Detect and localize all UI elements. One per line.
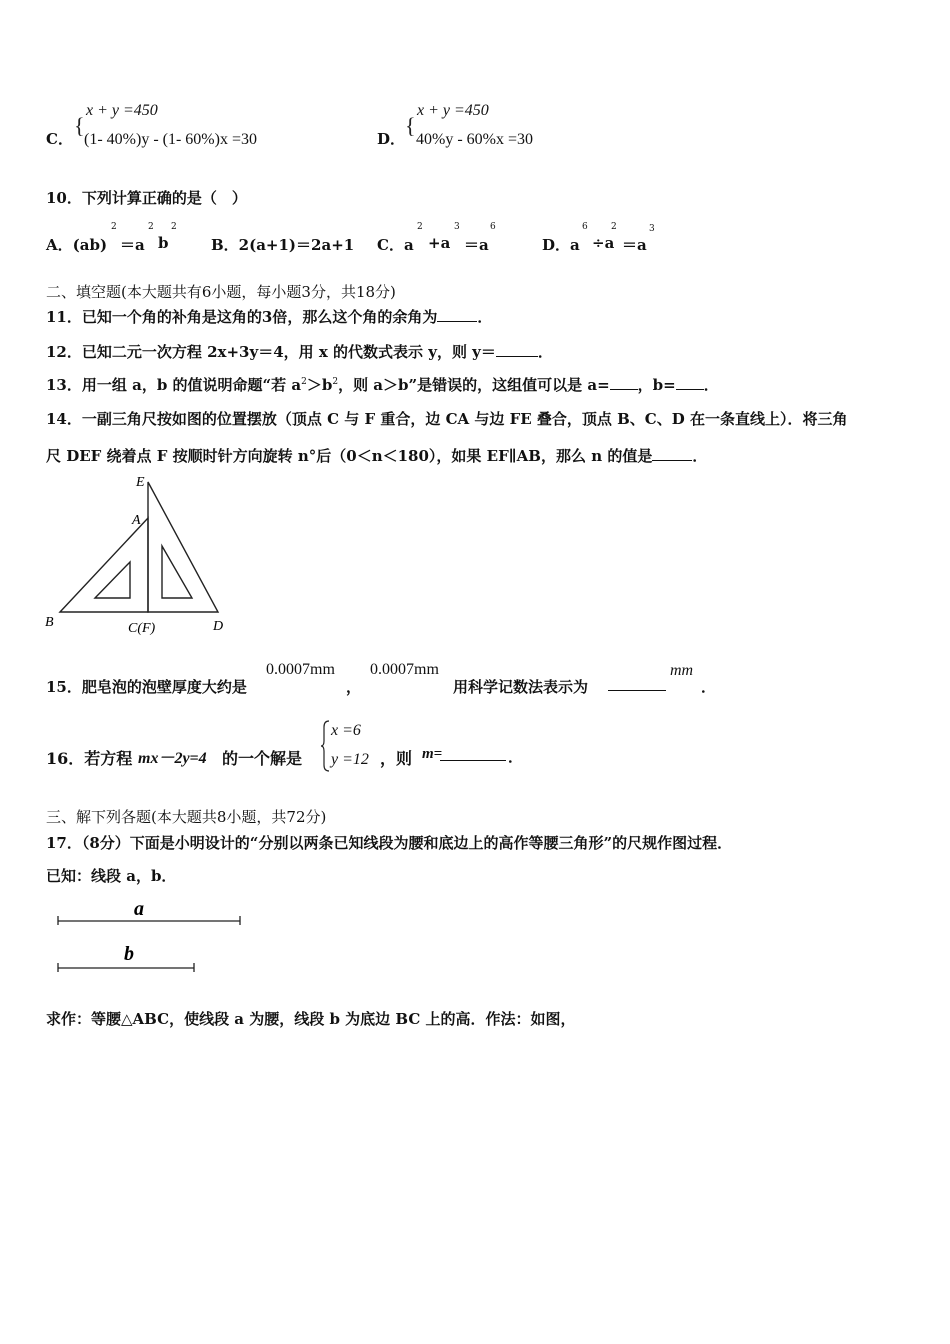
segments-figure xyxy=(50,895,250,980)
q10-option-b: B．2(a+1)＝2a+1 xyxy=(211,236,355,254)
option-c-eq1: x + y =450 xyxy=(86,102,158,119)
q10-c-exp3: 6 xyxy=(490,222,496,232)
brace-d: { xyxy=(405,113,416,138)
q10-d-exp3: 3 xyxy=(649,224,655,234)
q15-comma: ， xyxy=(346,678,362,696)
q10-a-exp2: 2 xyxy=(148,222,154,232)
q14-answer-blank[interactable] xyxy=(652,446,692,461)
q16-mid: 的一个解是 xyxy=(222,749,303,768)
label-a: A xyxy=(132,513,141,528)
q16-var: m= xyxy=(422,746,443,762)
question-15-stem: 15．肥皂泡的泡壁厚度大约是 xyxy=(46,678,247,696)
label-d: D xyxy=(213,619,224,634)
q16-eq-2: y =12 xyxy=(331,751,369,768)
q15-period: ． xyxy=(701,678,717,696)
q15-unit: mm xyxy=(670,662,694,679)
q15-value-1: 0.0007mm xyxy=(266,661,335,678)
q16-equation: mx－2y=4 xyxy=(138,750,207,767)
q10-d-div: ÷a xyxy=(592,234,615,252)
q13-b-blank[interactable] xyxy=(676,375,704,390)
q16-period: ． xyxy=(508,748,524,766)
q13-a-blank[interactable] xyxy=(610,375,638,390)
q10-c-exp2: 3 xyxy=(454,222,460,232)
q10-option-d: D．a xyxy=(542,236,580,254)
q10-c-plus: +a xyxy=(428,234,451,252)
question-16-stem: 16．若方程 xyxy=(46,749,133,768)
q10-a-exp3: 2 xyxy=(171,222,177,232)
q15-answer-blank[interactable] xyxy=(608,676,666,691)
q10-a-b: b xyxy=(158,234,169,252)
section-2-heading: 二、填空题(本大题共有6小题，每小题3分，共18分) xyxy=(46,283,396,301)
q11-answer-blank[interactable] xyxy=(437,307,477,322)
segment-b-label: b xyxy=(124,943,134,965)
inner-cutout-left xyxy=(95,562,130,598)
option-d-eq2: 40%y - 60%x =30 xyxy=(416,131,534,148)
q10-c-eq: ＝a xyxy=(464,236,489,254)
q16-eq-1: x =6 xyxy=(331,722,361,739)
q16-answer-blank[interactable] xyxy=(440,746,506,761)
option-c-label: C． xyxy=(46,130,73,148)
triangle-rulers-figure xyxy=(40,470,240,640)
section-3-heading: 三、解下列各题(本大题共8小题，共72分) xyxy=(46,808,327,826)
q10-a-exp1: 2 xyxy=(111,222,117,232)
label-e: E xyxy=(136,475,145,490)
brace-c: { xyxy=(74,113,85,138)
q10-d-eq: ＝a xyxy=(622,236,647,254)
q10-option-c: C．a xyxy=(377,236,414,254)
q16-tail: ，则 xyxy=(380,749,413,768)
task-line: 求作：等腰△ABC，使线段 a 为腰，线段 b 为底边 BC 上的高．作法：如图， xyxy=(46,1010,576,1028)
q10-d-exp1: 6 xyxy=(582,222,588,232)
q15-mid: 用科学记数法表示为 xyxy=(453,678,589,696)
inner-cutout-right xyxy=(162,546,192,598)
question-11: 11．已知一个角的补角是这角的3倍，那么这个角的余角为 ． xyxy=(46,308,493,326)
q10-option-a: A．(ab) xyxy=(46,236,108,254)
triangle-def xyxy=(148,482,218,612)
question-14-line2: 尺 DEF 绕着点 F 按顺时针方向旋转 n°后（0＜n＜180），如果 EF∥AB，那么 n 的值是 ． xyxy=(46,447,708,465)
label-b: B xyxy=(45,615,54,630)
known-line: 已知：线段 a，b． xyxy=(46,867,177,885)
q10-c-exp1: 2 xyxy=(417,222,423,232)
question-14-line1: 14．一副三角尺按如图的位置摆放（顶点 C 与 F 重合，边 CA 与边 FE 叠合，顶点 B、C、D 在一条直线上）．将三角 xyxy=(46,410,848,428)
question-10-stem: 10．下列计算正确的是（ ） xyxy=(46,189,247,207)
q12-answer-blank[interactable] xyxy=(496,342,538,357)
segment-a-label: a xyxy=(134,898,144,920)
q10-d-exp2: 2 xyxy=(611,222,617,232)
option-c-eq2: (1- 40%)y - (1- 60%)x =30 xyxy=(84,131,257,148)
q15-value-2: 0.0007mm xyxy=(370,661,439,678)
question-13: 13．用一组 a，b 的值说明命题“若 $a^2>b^2$，则 a＞b”是错误的，这组值可以是 a= ，b= ． xyxy=(46,376,719,394)
question-17: 17．（8分）下面是小明设计的“分别以两条已知线段为腰和底边上的高作等腰三角形”的尺规作图过程． xyxy=(46,834,733,852)
option-d-label: D． xyxy=(377,130,406,148)
label-cf: C(F) xyxy=(128,621,156,636)
option-d-eq1: x + y =450 xyxy=(417,102,489,119)
q10-a-rest: ＝a xyxy=(120,236,145,254)
question-12: 12．已知二元一次方程 2x+3y＝4，用 x 的代数式表示 y，则 y＝ ． xyxy=(46,343,553,361)
